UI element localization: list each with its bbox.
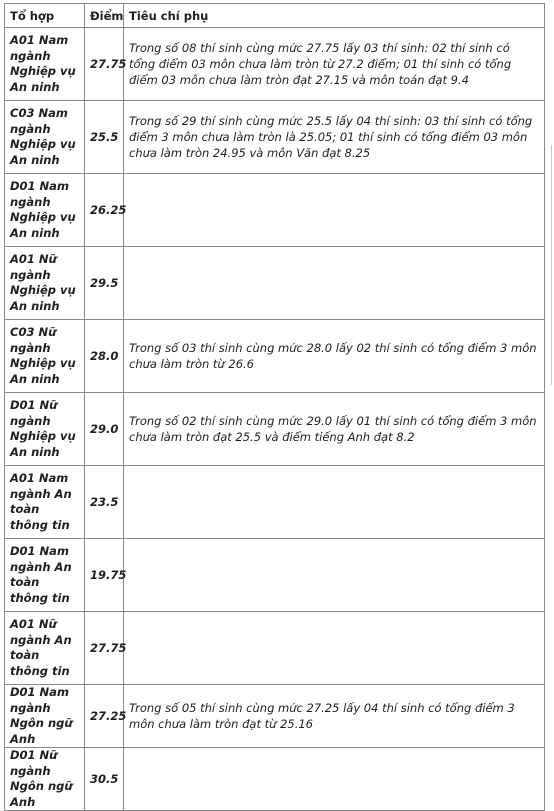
- scrollbar-edge[interactable]: [551, 145, 552, 385]
- score-cell: 29.0: [85, 393, 124, 466]
- score-cell: 23.5: [85, 466, 124, 539]
- criteria-cell: Trong số 08 thí sinh cùng mức 27.75 lấy 03 thí sinh: 02 thí sinh có tổng điểm 03 môn chưa làm tròn từ 27.2 điểm; 01 thí sinh có tổng điểm 03 môn chưa làm tròn đạt 27.15 và môn toán đạt 9.4: [124, 28, 545, 101]
- score-cell: 27.25: [85, 685, 124, 748]
- criteria-cell: [124, 612, 545, 685]
- score-cell: 28.0: [85, 320, 124, 393]
- combo-cell: D01 Nữ ngành Nghiệp vụ An ninh: [5, 393, 85, 466]
- admission-score-table: [4, 3, 545, 811]
- table-row: [5, 748, 545, 811]
- criteria-cell: [124, 748, 545, 811]
- score-cell: 30.5: [85, 748, 124, 811]
- table-row: [5, 466, 545, 539]
- combo-cell: D01 Nam ngành Nghiệp vụ An ninh: [5, 174, 85, 247]
- criteria-cell: Trong số 05 thí sinh cùng mức 27.25 lấy 04 thí sinh có tổng điểm 3 môn chưa làm tròn đạt từ 25.16: [124, 685, 545, 748]
- combo-cell: D01 Nữ ngành Ngôn ngữ Anh: [5, 748, 85, 811]
- score-cell: 26.25: [85, 174, 124, 247]
- combo-cell: C03 Nam ngành Nghiệp vụ An ninh: [5, 101, 85, 174]
- criteria-cell: [124, 539, 545, 612]
- criteria-cell: [124, 466, 545, 539]
- combo-cell: D01 Nam ngành An toàn thông tin: [5, 539, 85, 612]
- combo-cell: A01 Nam ngành Nghiệp vụ An ninh: [5, 28, 85, 101]
- criteria-cell: Trong số 29 thí sinh cùng mức 25.5 lấy 04 thí sinh: 03 thí sinh có tổng điểm 3 môn chưa làm tròn là 25.05; 01 thí sinh có tổng điểm 03 môn chưa làm tròn 24.95 và môn Văn đạt 8.25: [124, 101, 545, 174]
- score-cell: 27.75: [85, 612, 124, 685]
- table-row: [5, 320, 545, 393]
- table-row: [5, 28, 545, 101]
- table-row: [5, 685, 545, 748]
- criteria-cell: [124, 174, 545, 247]
- combo-cell: A01 Nữ ngành An toàn thông tin: [5, 612, 85, 685]
- table-row: [5, 539, 545, 612]
- combo-cell: C03 Nữ ngành Nghiệp vụ An ninh: [5, 320, 85, 393]
- combo-cell: A01 Nam ngành An toàn thông tin: [5, 466, 85, 539]
- table-row: [5, 174, 545, 247]
- criteria-cell: Trong số 03 thí sinh cùng mức 28.0 lấy 02 thí sinh có tổng điểm 3 môn chưa làm tròn từ 26.6: [124, 320, 545, 393]
- score-cell: 27.75: [85, 28, 124, 101]
- table-header-row: [5, 4, 545, 28]
- combo-cell: D01 Nam ngành Ngôn ngữ Anh: [5, 685, 85, 748]
- table-row: [5, 101, 545, 174]
- table-row: [5, 247, 545, 320]
- combo-cell: A01 Nữ ngành Nghiệp vụ An ninh: [5, 247, 85, 320]
- criteria-cell: Trong số 02 thí sinh cùng mức 29.0 lấy 01 thí sinh có tổng điểm 3 môn chưa làm tròn đạt 25.5 và điểm tiếng Anh đạt 8.2: [124, 393, 545, 466]
- score-cell: 29.5: [85, 247, 124, 320]
- header-combo: Tổ hợp: [5, 4, 85, 28]
- header-score: Điểm: [85, 4, 124, 28]
- criteria-cell: [124, 247, 545, 320]
- score-cell: 25.5: [85, 101, 124, 174]
- header-criteria: Tiêu chí phụ: [124, 4, 545, 28]
- table-row: [5, 393, 545, 466]
- table-row: [5, 612, 545, 685]
- score-cell: 19.75: [85, 539, 124, 612]
